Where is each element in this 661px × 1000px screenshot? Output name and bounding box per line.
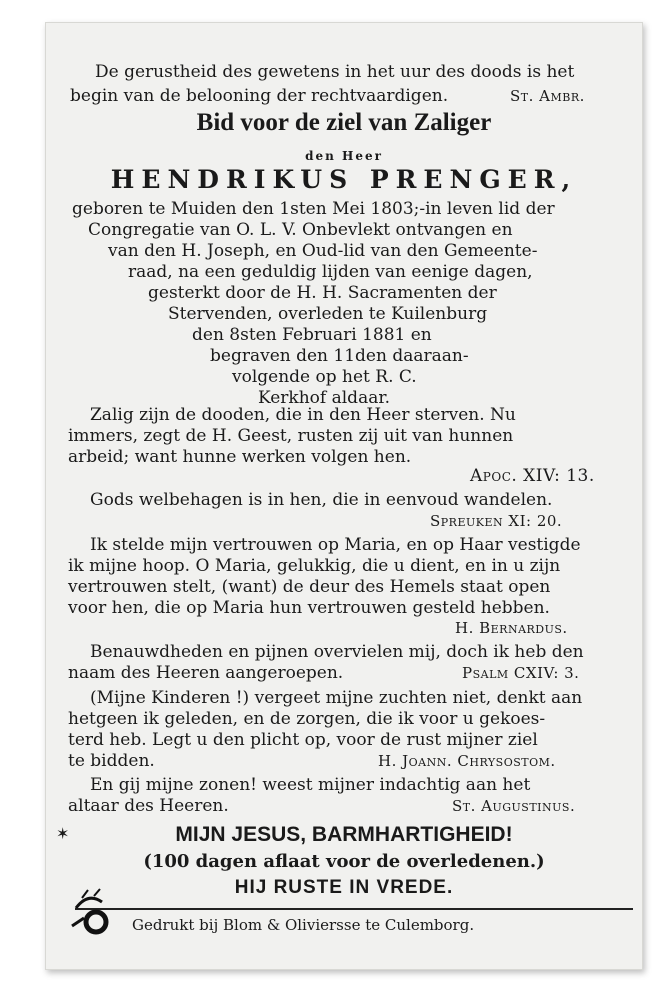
bio-line: geboren te Muiden den 1sten Mei 1803;-in leven lid der	[72, 199, 555, 219]
quote-attribution: Spreuken XI: 20.	[430, 512, 563, 530]
intro-line-1: De gerustheid des gewetens in het uur des doods is het	[95, 62, 575, 82]
quote-line: arbeid; want hunne werken volgen hen.	[68, 447, 412, 467]
deceased-name: HENDRIKUS PRENGER,	[110, 165, 578, 194]
bio-line: raad, na een geduldig lijden van eenige dagen,	[128, 262, 533, 282]
quote-line: (Mijne Kinderen !) vergeet mijne zuchten niet, denkt aan	[90, 688, 583, 708]
intro-attribution: St. Ambr.	[510, 87, 585, 105]
bio-line: volgende op het R. C.	[232, 367, 417, 387]
honorific: den Heer	[305, 149, 383, 163]
page-title: Bid voor de ziel van Zaliger	[196, 109, 492, 136]
quote-line: Ik stelde mijn vertrouwen op Maria, en op Haar vestigde	[90, 535, 581, 555]
quote-line: altaar des Heeren.	[68, 796, 229, 816]
bio-line: Congregatie van O. L. V. Onbevlekt ontvangen en	[88, 220, 513, 240]
quote-line: voor hen, die op Maria hun vertrouwen gesteld hebben.	[68, 598, 550, 618]
bio-line: begraven den 11den daaraan-	[210, 346, 469, 366]
quote-line: Zalig zijn de dooden, die in den Heer sterven. Nu	[90, 405, 516, 425]
bio-line: van den H. Joseph, en Oud-lid van den Gemeente-	[108, 241, 538, 261]
quote-line: Benauwdheden en pijnen overvielen mij, doch ik heb den	[90, 642, 584, 662]
quote-line: Gods welbehagen is in hen, die in eenvoud wandelen.	[90, 490, 553, 510]
quote-line: hetgeen ik geleden, en de zorgen, die ik voor u gekoes-	[68, 709, 546, 729]
indulgence-note: (100 dagen aflaat voor de overledenen.)	[143, 851, 545, 872]
quote-line: te bidden.	[68, 751, 155, 771]
bio-line: Kerkhof aldaar.	[258, 388, 390, 408]
bio-line: gesterkt door de H. H. Sacramenten der	[148, 283, 497, 303]
bio-line: Stervenden, overleden te Kuilenburg	[168, 304, 488, 324]
printer-imprint: Gedrukt bij Blom & Oliviersse te Culemborg.	[132, 916, 475, 934]
quote-line: vertrouwen stelt, (want) de deur des Hemels staat open	[68, 577, 551, 597]
intro-line-2: begin van de belooning der rechtvaardigen.	[70, 86, 449, 106]
quote-attribution: H. Bernardus.	[455, 619, 568, 637]
asterisk-ornament-icon: ✶	[56, 824, 70, 843]
quote-attribution: Apoc. XIV: 13.	[470, 466, 595, 486]
printer-ornament-icon	[68, 888, 114, 940]
quote-line: naam des Heeren aangeroepen.	[68, 663, 344, 683]
quote-attribution: Psalm CXIV: 3.	[462, 664, 580, 682]
quote-line: immers, zegt de H. Geest, rusten zij uit van hunnen	[68, 426, 514, 446]
quote-line: terd heb. Legt u den plicht op, voor de rust mijner ziel	[68, 730, 538, 750]
quote-attribution: St. Augustinus.	[452, 797, 576, 815]
rest-in-peace: HIJ RUSTE IN VREDE.	[234, 877, 454, 898]
invocation: MIJN JESUS, BARMHARTIGHEID!	[175, 823, 513, 846]
quote-line: ik mijne hoop. O Maria, gelukkig, die u dient, en in u zijn	[68, 556, 561, 576]
divider	[75, 908, 633, 910]
quote-line: En gij mijne zonen! weest mijner indachtig aan het	[90, 775, 531, 795]
bio-line: den 8sten Februari 1881 en	[192, 325, 432, 345]
quote-attribution: H. Joann. Chrysostom.	[378, 752, 556, 770]
